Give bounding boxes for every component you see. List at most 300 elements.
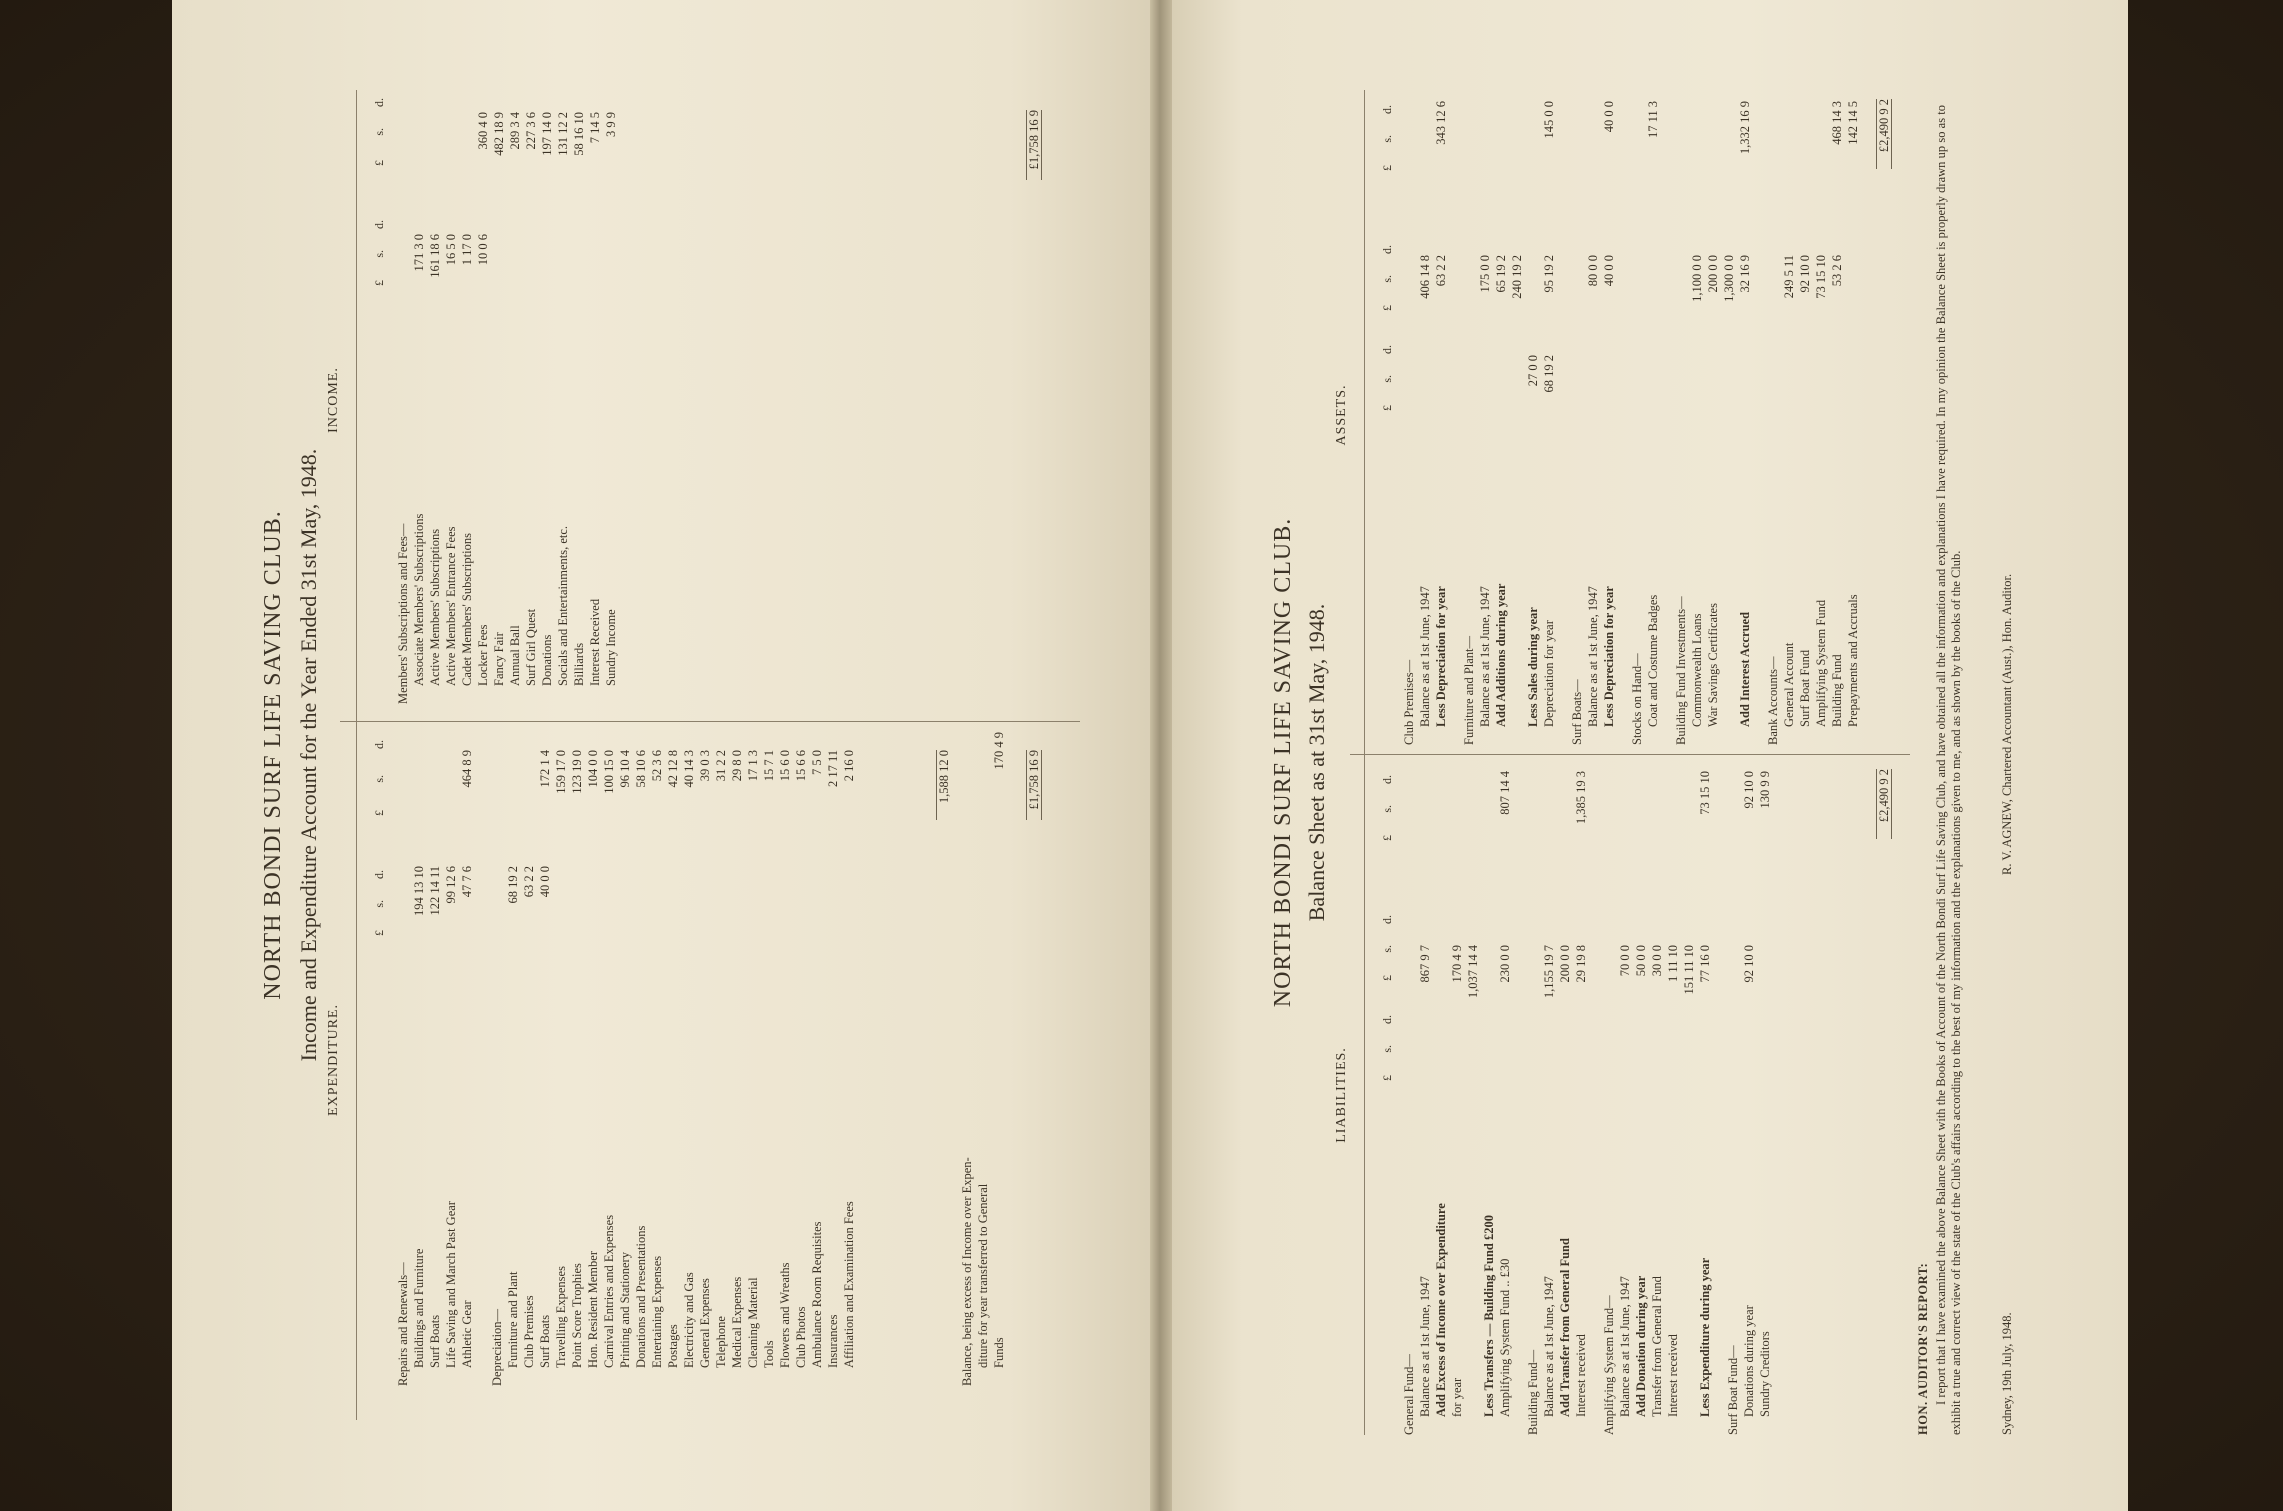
auditor-report-date: Sydney, 19th July, 1948.	[2000, 1312, 2014, 1435]
amount-b: 170 4 9	[1450, 945, 1464, 983]
expenditure-subtotal: 1,588 12 0	[936, 750, 951, 820]
row-label: Fancy Fair	[492, 632, 506, 686]
amount-b: 80 0 0	[1586, 255, 1600, 287]
amount-b: 482 18 9	[492, 112, 506, 156]
amount-b: 15 6 6	[794, 750, 808, 782]
row-label: Surf Boat Fund—	[1726, 1345, 1740, 1435]
income-row	[460, 100, 474, 704]
expenditure-row	[506, 730, 520, 1386]
balance-transferred: 170 4 9	[992, 732, 1006, 770]
row-label: Add Excess of Income over Expenditure	[1434, 1203, 1448, 1417]
amount-b: 200 0 0	[1706, 255, 1720, 293]
amount-b: 7 14 5	[588, 112, 602, 144]
column-header: s.	[1380, 1045, 1394, 1053]
row-label: General Fund—	[1402, 1354, 1416, 1435]
row-label: Balance as at 1st June, 1947	[1618, 1276, 1632, 1417]
amount-a: 10 0 6	[476, 234, 490, 266]
asset-row	[1846, 95, 1860, 745]
row-label: General Account	[1782, 642, 1796, 727]
row-label: Add Additions during year	[1494, 583, 1508, 727]
column-header: £	[1380, 1075, 1394, 1081]
expenditure-row	[650, 730, 664, 1386]
row-label: Balance as at 1st June, 1947	[1418, 586, 1432, 727]
expenditure-row	[714, 730, 728, 1386]
row-label: Travelling Expenses	[554, 1266, 568, 1368]
amount-b: 15 6 0	[778, 750, 792, 782]
liability-row	[1574, 765, 1588, 1435]
amount-c: 142 14 5	[1846, 101, 1860, 145]
row-label: Members' Subscriptions and Fees—	[396, 523, 410, 704]
row-label: Affiliation and Examination Fees	[842, 1201, 856, 1368]
auditor-signature: R. V. AGNEW, Chartered Accountant (Aust.), Hon. Auditor.	[2000, 573, 2014, 875]
income-row	[524, 100, 538, 704]
amount-b: 39 0 3	[698, 750, 712, 782]
row-label: Repairs and Renewals—	[396, 1262, 410, 1386]
amount-b: 92 10 0	[1742, 945, 1756, 983]
row-label: Electricity and Gas	[682, 1272, 696, 1368]
row-label: Interest Received	[588, 598, 602, 686]
row-label: Point Score Trophies	[570, 1263, 584, 1368]
row-label: Annual Ball	[508, 625, 522, 686]
amount-b: 1,100 0 0	[1690, 255, 1704, 302]
row-label: Commonwealth Loans	[1690, 613, 1704, 727]
amount-b: 100 15 0	[602, 750, 616, 794]
income-row	[588, 100, 602, 704]
expenditure-row	[618, 730, 632, 1386]
amount-b: 123 19 0	[570, 750, 584, 794]
asset-row	[1646, 95, 1660, 745]
top-rule	[1364, 90, 1365, 1435]
amount-b: 175 0 0	[1478, 255, 1492, 293]
amount-b: 77 16 0	[1698, 945, 1712, 983]
asset-row	[1418, 95, 1432, 745]
row-label: Balance as at 1st June, 1947	[1418, 1276, 1432, 1417]
row-label: Telephone	[714, 1316, 728, 1368]
column-header: £	[372, 280, 386, 286]
amount-b: 96 10 4	[618, 750, 632, 788]
row-label: Ambulance Room Requisites	[810, 1221, 824, 1368]
amount-a: 27 0 0	[1526, 355, 1540, 387]
row-label: Building Fund	[1830, 654, 1844, 727]
row-label: Cadet Members' Subscriptions	[460, 533, 474, 686]
row-label: Balance as at 1st June, 1947	[1586, 586, 1600, 727]
column-header: £	[1380, 975, 1394, 981]
column-header: d.	[1380, 915, 1394, 924]
amount-b: 17 1 3	[746, 750, 760, 782]
liability-row	[1698, 765, 1712, 1435]
amount-b: 32 16 9	[1738, 255, 1752, 293]
expenditure-row	[554, 730, 568, 1386]
liability-row	[1558, 765, 1572, 1435]
income-row	[476, 100, 490, 704]
row-label: Amplifying System Fund—	[1602, 1295, 1616, 1435]
column-header: £	[372, 930, 386, 936]
liability-row	[1482, 765, 1496, 1435]
row-label: Club Premises	[522, 1295, 536, 1368]
row-label: Sundry Creditors	[1758, 1331, 1772, 1417]
row-label: Medical Expenses	[730, 1276, 744, 1368]
asset-row	[1542, 95, 1556, 745]
expenditure-row	[396, 730, 410, 1386]
expenditure-row	[586, 730, 600, 1386]
liability-row	[1542, 765, 1556, 1435]
row-label: Interest received	[1666, 1334, 1680, 1417]
expenditure-row	[428, 730, 442, 1386]
row-label: Less Depreciation for year	[1602, 586, 1616, 727]
asset-row	[1494, 95, 1508, 745]
liability-row	[1450, 765, 1464, 1435]
row-label: Surf Girl Quest	[524, 608, 538, 686]
row-label: Building Fund—	[1526, 1349, 1540, 1435]
amount-a: 122 14 11	[428, 866, 442, 916]
column-header: d.	[1380, 775, 1394, 784]
asset-row	[1830, 95, 1844, 745]
amount-b: 52 3 6	[650, 750, 664, 782]
amount-b: 289 3 4	[508, 112, 522, 150]
asset-row	[1766, 95, 1780, 745]
expenditure-row	[682, 730, 696, 1386]
row-label: Transfer from General Fund	[1650, 1276, 1664, 1417]
row-label: Donations	[540, 634, 554, 686]
column-header: d.	[1380, 245, 1394, 254]
row-label: Less Expenditure during year	[1698, 1257, 1712, 1417]
row-label: Buildings and Furniture	[412, 1248, 426, 1368]
asset-row	[1782, 95, 1796, 745]
income-statement-subtitle: Income and Expenditure Account for the Year Ended 31st May, 1948.	[296, 448, 321, 1062]
row-label: Club Premises—	[1402, 659, 1416, 745]
balance-sheet	[1270, 90, 2040, 1435]
column-header: £	[372, 810, 386, 816]
liability-row	[1526, 765, 1540, 1435]
amount-b: 30 0 0	[1650, 945, 1664, 977]
row-label: Club Photos	[794, 1306, 808, 1368]
income-row	[396, 100, 410, 704]
row-label: Carnival Entries and Expenses	[602, 1214, 616, 1368]
row-label: Coat and Costume Badges	[1646, 594, 1660, 727]
row-label: Cleaning Material	[746, 1277, 760, 1368]
amount-b: 360 4 0	[476, 112, 490, 150]
amount-b: 42 12 8	[666, 750, 680, 788]
column-header: £	[1380, 165, 1394, 171]
row-label: General Expenses	[698, 1278, 712, 1368]
row-label: Hon. Resident Member	[586, 1251, 600, 1368]
amount-b: 1 11 10	[1666, 945, 1680, 983]
expenditure-row	[634, 730, 648, 1386]
row-label: Amplifying System Fund .. £30	[1498, 1258, 1512, 1417]
amount-a: 194 13 10	[412, 866, 426, 916]
amount-a: 161 18 6	[428, 234, 442, 278]
row-label: Interest received	[1574, 1334, 1588, 1417]
auditor-report-text: I report that I have examined the above Balance Sheet with the Books of Account of the North Bondi Surf Life Saving Club, and have obtained all the information and explanations I have required. In my opinion the Balance Sheet is properly drawn up so as to exhibit a true and correct view of the state of the Club's affairs according to the best of my information and the explanations given to me, and as shown by the books of the Club.	[1934, 105, 1963, 1435]
amount-c: 40 0 0	[1602, 101, 1616, 133]
income-row	[444, 100, 458, 704]
asset-row	[1738, 95, 1752, 745]
income-row	[492, 100, 506, 704]
amount-b: 2 16 0	[842, 750, 856, 782]
column-header: s.	[372, 128, 386, 136]
row-label: Furniture and Plant	[506, 1271, 520, 1368]
asset-row	[1462, 95, 1476, 745]
income-row	[508, 100, 522, 704]
center-divider	[1350, 754, 1910, 755]
expenditure-heading: EXPENDITURE.	[326, 1004, 341, 1116]
top-rule	[356, 90, 357, 1420]
column-header: £	[1380, 405, 1394, 411]
amount-c: 92 10 0	[1742, 771, 1756, 809]
amount-b: 50 0 0	[1634, 945, 1648, 977]
expenditure-total-row	[1026, 730, 1040, 1420]
assets-heading: ASSETS.	[1334, 384, 1349, 446]
asset-row	[1434, 95, 1448, 745]
asset-row	[1402, 95, 1416, 745]
asset-row	[1722, 95, 1736, 745]
row-label: Life Saving and March Past Gear	[444, 1201, 458, 1368]
amount-b: 29 19 8	[1574, 945, 1588, 983]
amount-c: 343 12 6	[1434, 101, 1448, 145]
row-label: Donations during year	[1742, 1305, 1756, 1417]
column-header: £	[1380, 835, 1394, 841]
liabilities-total: £2,490 9 2	[1876, 769, 1892, 839]
amount-b: 40 14 3	[682, 750, 696, 788]
amount-b: 3 9 9	[604, 112, 618, 137]
expenditure-row	[522, 730, 536, 1386]
asset-row	[1690, 95, 1704, 745]
row-label: Add Transfer from General Fund	[1558, 1238, 1572, 1417]
amount-c: 145 0 0	[1542, 101, 1556, 139]
row-label: Surf Boat Fund	[1798, 649, 1812, 727]
amount-c: 1,385 19 3	[1574, 771, 1588, 825]
amount-b: 464 8 9	[460, 750, 474, 788]
row-label: Insurances	[826, 1314, 840, 1368]
liability-row	[1634, 765, 1648, 1435]
amount-b: 1,155 19 7	[1542, 945, 1556, 999]
column-header: s.	[372, 250, 386, 258]
column-header: £	[372, 160, 386, 166]
amount-a: 40 0 0	[538, 866, 552, 898]
row-label: War Savings Certificates	[1706, 603, 1720, 727]
column-header: s.	[1380, 945, 1394, 953]
amount-b: 1,037 14 4	[1466, 945, 1480, 999]
row-label: Add Donation during year	[1634, 1275, 1648, 1417]
row-label: Amplifying System Fund	[1814, 599, 1828, 727]
amount-b: 58 16 10	[572, 112, 586, 156]
row-label: Associate Members' Subscriptions	[412, 513, 426, 686]
row-label: Locker Fees	[476, 624, 490, 686]
column-header: d.	[1380, 105, 1394, 114]
row-label: Add Interest Accrued	[1738, 611, 1752, 727]
liability-row	[1650, 765, 1664, 1435]
amount-b: 104 0 0	[586, 750, 600, 788]
amount-c: 73 15 10	[1698, 771, 1712, 815]
row-label: for year	[1450, 1377, 1464, 1417]
income-row	[412, 100, 426, 704]
column-header: s.	[1380, 275, 1394, 283]
assets-total-row	[1876, 95, 1890, 745]
expenditure-row	[698, 730, 712, 1386]
amount-a: 63 2 2	[522, 866, 536, 898]
expenditure-row	[570, 730, 584, 1386]
amount-b: 151 11 10	[1682, 945, 1696, 995]
row-label: Balance as at 1st June, 1947	[1478, 586, 1492, 727]
liability-row	[1434, 765, 1448, 1435]
income-total-row	[1026, 100, 1040, 720]
expenditure-total: £1,758 16 9	[1026, 750, 1042, 820]
amount-a: 47 7 6	[460, 866, 474, 898]
asset-row	[1706, 95, 1720, 745]
column-header: d.	[372, 220, 386, 229]
amount-a: 171 3 0	[412, 234, 426, 272]
column-header: d.	[1380, 1015, 1394, 1024]
income-expenditure-account: NORTH BONDI SURF LIFE SAVING CLUB. Income and Expenditure Account for the Year Ended 31st May, 1948. EXPENDITURE. INCOME. £ s. d. £ s. d. £ s. d. £ s. d. Repairs and Renewals— Buildings and Furniture 194 13 10 Surf Boats 122 14 11 Life Saving and March Past Gear 99 12 6 Athletic Gear 47 7 6 464 8 9 Depreciation— Furniture and Plant 68 19 2 Club Premises 63 2 2 Surf Boats 40 0 0 172 1 4 Travelling Expenses 159 17 0 Point Score Trophies 123 19 0 Hon. Resident Member 104 0 0 Carnival Entries and Expenses 100 15 0 Printing and Stationery 96 10 4 Donations and Presentations 58 10 6 Entertaining Expenses 52 3 6 Postages 42 12 8 Electricity and Gas 40 14 3 General Expenses 39 0 3 Telephone 31 2 2 Medical Expenses 29 8 0 Cleaning Material 17 1 3 Tools 15 7 1 Flowers and Wreaths 15 6 0 Club Photos 15 6 6 Ambulance Room Requisites 7 5 0 Insurances 2 17 11 Affiliation and Examination Fees 2 16 0 Members' Subscriptions and Fees— Associate Members' Subscriptions 171 3 0 Active Members' Subscriptions 161 18 6 Active Members' Entrance Fees 16 5 0 Cadet Members' Subscriptions 1 17 0 Locker Fees 10 0 6 360 4 0 Fancy Fair 482 18 9 Annual Ball 289 3 4 Surf Girl Quest 227 3 6 Donations 197 14 0 Socials and Entertainments, etc. 131 12 2 Billiards 58 16 10 Interest Received 7 14 5 Sundry Income 3 9 9 1,588 12 0 Balance, being excess of Income over Expen- diture for year transferred to General Funds 170 4 9 £1,758 16 9 £1,758 16 9	[260, 90, 1100, 1420]
amount-b: 159 17 0	[554, 750, 568, 794]
liability-row	[1726, 765, 1740, 1435]
amount-b: 227 3 6	[524, 112, 538, 150]
row-label: Depreciation for year	[1542, 620, 1556, 727]
amount-b: 53 2 6	[1830, 255, 1844, 287]
amount-b: 73 15 10	[1814, 255, 1828, 299]
row-label: Flowers and Wreaths	[778, 1262, 792, 1368]
amount-b: 249 5 11	[1782, 255, 1796, 299]
expenditure-row	[666, 730, 680, 1386]
row-label: Entertaining Expenses	[650, 1255, 664, 1368]
expenditure-row	[778, 730, 792, 1386]
income-row	[428, 100, 442, 704]
income-total: £1,758 16 9	[1026, 110, 1042, 180]
amount-b: 31 2 2	[714, 750, 728, 782]
amount-b: 200 0 0	[1558, 945, 1572, 983]
liability-row	[1402, 765, 1416, 1435]
expenditure-row	[762, 730, 776, 1386]
asset-row	[1602, 95, 1616, 745]
column-header: £	[1380, 305, 1394, 311]
row-label: Surf Boats—	[1570, 679, 1584, 745]
amount-a: 68 19 2	[1542, 355, 1556, 393]
row-label: Athletic Gear	[460, 1300, 474, 1368]
expenditure-row	[490, 730, 504, 1386]
row-label: Balance as at 1st June, 1947	[1542, 1276, 1556, 1417]
row-label: Active Members' Entrance Fees	[444, 526, 458, 686]
center-divider	[340, 721, 1080, 722]
row-label: Building Fund Investments—	[1674, 596, 1688, 745]
expenditure-row	[412, 730, 426, 1386]
assets-total: £2,490 9 2	[1876, 99, 1892, 169]
amount-b: 131 12 2	[556, 112, 570, 156]
expenditure-row	[842, 730, 856, 1386]
amount-c: 17 11 3	[1646, 101, 1660, 139]
expenditure-row	[538, 730, 552, 1386]
asset-row	[1798, 95, 1812, 745]
liabilities-heading: LIABILITIES.	[1334, 1047, 1349, 1143]
row-label: Sundry Income	[604, 609, 618, 686]
row-label: Stocks on Hand—	[1630, 653, 1644, 745]
expenditure-row	[746, 730, 760, 1386]
liability-row	[1682, 765, 1696, 1435]
income-club-title: NORTH BONDI SURF LIFE SAVING CLUB.	[260, 510, 286, 1000]
expenditure-row	[810, 730, 824, 1386]
liability-row	[1758, 765, 1772, 1435]
amount-b: 406 14 8	[1418, 255, 1432, 299]
amount-b: 867 9 7	[1418, 945, 1432, 983]
row-label: Less Transfers — Building Fund £200	[1482, 1214, 1496, 1417]
expenditure-row	[460, 730, 474, 1386]
column-header: s.	[372, 900, 386, 908]
expenditure-subtotal-row	[936, 730, 950, 1420]
amount-c: 1,332 16 9	[1738, 101, 1752, 155]
column-header: s.	[372, 775, 386, 783]
column-header: s.	[1380, 805, 1394, 813]
liability-row	[1666, 765, 1680, 1435]
column-header: s.	[1380, 135, 1394, 143]
row-label: Tools	[762, 1340, 776, 1368]
asset-row	[1478, 95, 1492, 745]
liabilities-total-row	[1876, 765, 1890, 1435]
book-gutter	[1150, 0, 1172, 1511]
income-row	[540, 100, 554, 704]
income-row	[604, 100, 618, 704]
expenditure-row	[730, 730, 744, 1386]
column-header: s.	[1380, 375, 1394, 383]
liability-row	[1602, 765, 1616, 1435]
row-label: Less Sales during year	[1526, 607, 1540, 727]
amount-c: 130 9 9	[1758, 771, 1772, 809]
row-label: Printing and Stationery	[618, 1252, 632, 1368]
amount-b: 197 14 0	[540, 112, 554, 156]
asset-row	[1814, 95, 1828, 745]
row-label: Less Depreciation for year	[1434, 586, 1448, 727]
row-label: Donations and Presentations	[634, 1225, 648, 1368]
column-header: d.	[1380, 345, 1394, 354]
amount-b: 92 10 0	[1798, 255, 1812, 293]
column-header: d.	[372, 98, 386, 107]
amount-b: 95 19 2	[1542, 255, 1556, 293]
asset-row	[1674, 95, 1688, 745]
row-label: Bank Accounts—	[1766, 656, 1780, 745]
expenditure-row	[826, 730, 840, 1386]
amount-c: 807 14 4	[1498, 771, 1512, 815]
income-row	[556, 100, 570, 704]
expenditure-row	[602, 730, 616, 1386]
amount-b: 29 8 0	[730, 750, 744, 782]
amount-b: 230 0 0	[1498, 945, 1512, 983]
amount-a: 68 19 2	[506, 866, 520, 904]
row-label: Postages	[666, 1324, 680, 1368]
amount-b: 70 0 0	[1618, 945, 1632, 977]
balance-line-3: Funds 170 4 9	[992, 732, 1006, 1368]
auditor-heading: HON. AUDITOR'S REPORT:	[1916, 1262, 1930, 1435]
amount-b: 15 7 1	[762, 750, 776, 782]
row-label: Surf Boats	[538, 1314, 552, 1368]
liability-row	[1618, 765, 1632, 1435]
amount-a: 1 17 0	[460, 234, 474, 266]
amount-b: 7 5 0	[810, 750, 824, 775]
liability-row	[1466, 765, 1480, 1435]
asset-row	[1510, 95, 1524, 745]
amount-c: 468 14 3	[1830, 101, 1844, 145]
row-label: Prepayments and Accruals	[1846, 594, 1860, 727]
asset-row	[1586, 95, 1600, 745]
amount-b: 58 10 6	[634, 750, 648, 788]
amount-b: 2 17 11	[826, 750, 840, 788]
amount-b: 1,300 0 0	[1722, 255, 1736, 302]
income-row	[572, 100, 586, 704]
column-header: d.	[372, 740, 386, 749]
amount-a: 99 12 6	[444, 866, 458, 904]
amount-b: 65 19 2	[1494, 255, 1508, 293]
column-header: d.	[372, 870, 386, 879]
balance-club-title: NORTH BONDI SURF LIFE SAVING CLUB.	[1270, 517, 1296, 1008]
row-label: Active Members' Subscriptions	[428, 528, 442, 686]
row-label: Socials and Entertainments, etc.	[556, 525, 570, 686]
